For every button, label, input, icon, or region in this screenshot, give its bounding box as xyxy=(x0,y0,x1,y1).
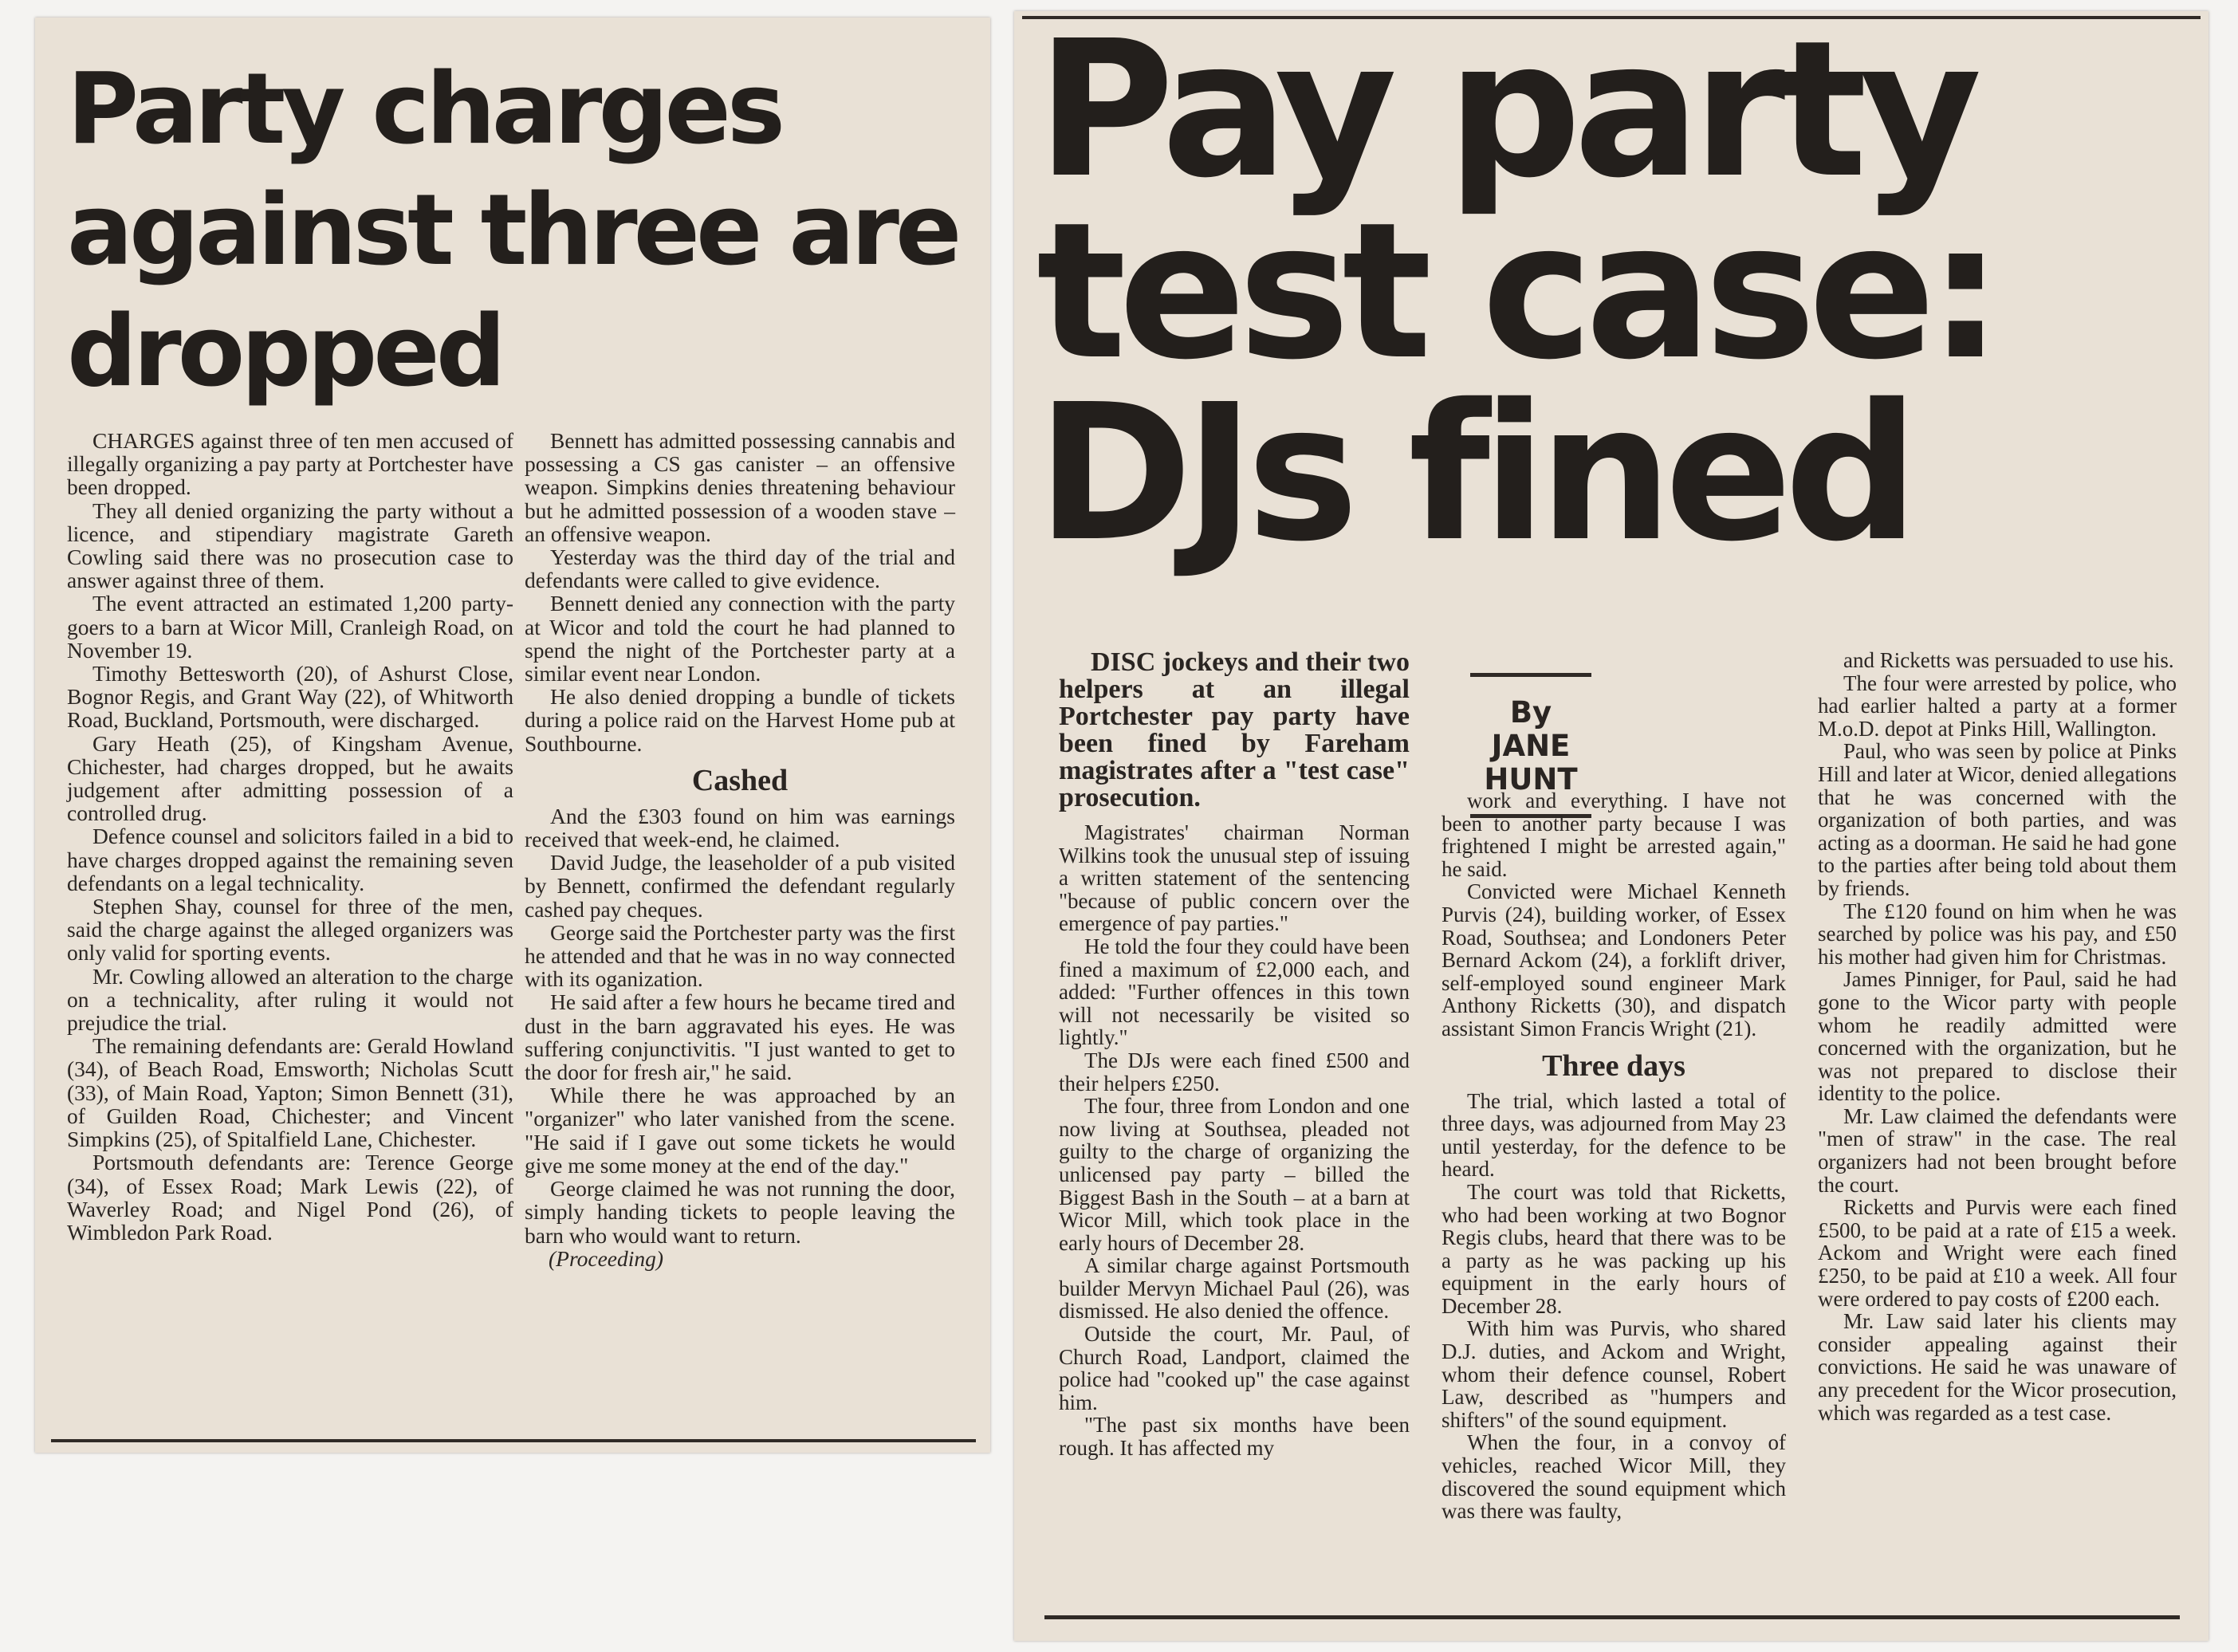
right-headline-line-2: test case: xyxy=(1036,182,1996,401)
left-article-clipping xyxy=(35,18,990,1453)
right-article-column-2 xyxy=(1442,789,1786,1523)
paragraph: He told the four they could have been fined a maximum of £2,000 each, and added: "Further offences in this town will not necessarily be visited so lightly." xyxy=(1059,934,1410,1050)
paragraph: The four were arrested by police, who had earlier halted a party at a former M.o.D. depot at Pinks Hill, Wallington. xyxy=(1818,671,2177,741)
byline-rule-top xyxy=(1470,673,1591,677)
paragraph: Defence counsel and solicitors failed in a bid to have charges dropped against the remaining seven defendants on a legal technicality. xyxy=(67,824,513,895)
right-headline xyxy=(1036,11,2201,583)
right-intro-paragraph: DISC jockeys and their two helpers at an illegal Portchester pay party have been fined by Fareham magistrates after a "test case" prosecution. xyxy=(1059,647,1410,812)
left-article-column-1 xyxy=(67,429,513,1244)
left-headline: Party charges against three are dropped xyxy=(67,53,958,409)
paragraph: George claimed he was not running the door, simply handing tickets to people leaving the barn who would want to return. xyxy=(525,1176,955,1248)
paragraph: Bennett denied any connection with the party at Wicor and told the court he had planned to spend the night of the Portchester party at a similar event near London. xyxy=(525,591,955,686)
paragraph: The trial, which lasted a total of three days, was adjourned from May 23 until yesterday, for the defence to be heard. xyxy=(1442,1088,1786,1182)
paragraph: Timothy Bettesworth (20), of Ashurst Close, Bognor Regis, and Grant Way (22), of Whitworth Road, Buckland, Portsmouth, were discharged. xyxy=(67,661,513,733)
paragraph: Yesterday was the third day of the trial and defendants were called to give evidence. xyxy=(525,545,955,593)
paragraph: Portsmouth defendants are: Terence George (34), of Essex Road; Mark Lewis (22), of Waverley Road; and Nigel Pond (26), of Wimbledon Park Road. xyxy=(67,1150,513,1245)
right-article-clipping xyxy=(1014,11,2209,1641)
left-col2-text-b xyxy=(525,804,955,1247)
paragraph: The DJs were each fined £500 and their helpers £250. xyxy=(1059,1048,1410,1095)
left-article-column-2 xyxy=(525,429,955,1270)
paragraph: He also denied dropping a bundle of tickets during a police raid on the Harvest Home pub at Southbourne. xyxy=(525,684,955,756)
paragraph: A similar charge against Portsmouth builder Mervyn Michael Paul (26), was dismissed. He also denied the offence. xyxy=(1059,1253,1410,1324)
paragraph: "The past six months have been rough. It has affected my xyxy=(1059,1413,1410,1461)
left-subhead-cashed: Cashed xyxy=(691,763,789,797)
paragraph: Outside the court, Mr. Paul, of Church Road, Landport, claimed the police had "cooked up" the case against him. xyxy=(1059,1322,1410,1414)
paragraph: David Judge, the leaseholder of a pub visited by Bennett, confirmed the defendant regularly cashed pay cheques. xyxy=(525,850,955,922)
paragraph: Mr. Law said later his clients may consider appealing against their convictions. He said he was unaware of any precedent for the Wicor prosecution, which was regarded as a test case. xyxy=(1818,1309,2177,1425)
right-article-column-1 xyxy=(1059,821,1410,1460)
byline-name-line-1: By JANE xyxy=(1491,695,1571,763)
paragraph: He said after a few hours he became tired and dust in the barn aggravated his eyes. He was suffering conjunctivitis. "I just wanted to get to the door for fresh air," he said. xyxy=(525,989,955,1085)
left-bottom-rule xyxy=(51,1439,976,1442)
paragraph: The £120 found on him when he was searched by police was his pay, and £50 his mother had given him for Christmas. xyxy=(1818,899,2177,969)
paragraph: George said the Portchester party was the first he attended and that he was in no way connected with its oganization. xyxy=(525,919,955,992)
paragraph: James Pinniger, for Paul, said he had gone to the Wicor party with people whom he readily admitted were concerned with the organization, but he was not prepared to disclose their identity to the police. xyxy=(1818,967,2177,1106)
paragraph: work and everything. I have not been to another party because I was frightened I might be arrested again," he said. xyxy=(1442,789,1786,881)
paragraph: And the £303 found on him was earnings received that week-end, he claimed. xyxy=(525,803,955,852)
byline-name-line-2: HUNT xyxy=(1484,762,1578,796)
paragraph: Magistrates' chairman Norman Wilkins took the unusual step of issuing a written statement of the sentencing "because of public concern over the emergence of pay parties." xyxy=(1059,820,1410,936)
right-bottom-rule xyxy=(1044,1615,2180,1619)
paragraph: Gary Heath (25), of Kingsham Avenue, Chichester, had charges dropped, but he awaits judgement after admitting possession of a controlled drug. xyxy=(67,730,513,826)
paragraph: and Ricketts was persuaded to use his. xyxy=(1843,648,2174,672)
paragraph: Stephen Shay, counsel for three of the men, said the charge against the alleged organizers was only valid for sporting events. xyxy=(67,894,513,966)
paragraph: Mr. Law claimed the defendants were "men of straw" in the case. The real organizers had not been brought before the court. xyxy=(1818,1103,2177,1197)
paragraph: The four, three from London and one now living at Southsea, pleaded not guilty to the charge of organizing the unlicensed pay party – billed the Biggest Bash in the South – at a barn at Wicor Mill, which took place in the early hours of December 28. xyxy=(1059,1094,1410,1255)
paragraph: When the four, in a convoy of vehicles, reached Wicor Mill, they discovered the sound equipment which was there was faulty, xyxy=(1442,1430,1786,1524)
paragraph: They all denied organizing the party without a licence, and stipendiary magistrate Gareth Cowling said there was no prosecution case to answer against three of them. xyxy=(67,498,513,593)
right-headline-line-1: Pay party xyxy=(1036,11,1974,219)
right-headline-line-3: DJs fined xyxy=(1036,364,1911,583)
right-col2-text-a xyxy=(1442,789,1786,1040)
left-col2-text-a xyxy=(525,429,955,755)
right-article-column-3 xyxy=(1818,649,2177,1424)
right-subhead-three-days: Three days xyxy=(1542,1048,1685,1083)
paragraph: Mr. Cowling allowed an alteration to the charge on a technicality, after ruling it would not prejudice the trial. xyxy=(67,963,513,1036)
paragraph: Paul, who was seen by police at Pinks Hill and later at Wicor, denied allegations that he was concerned with the organization of both parties, and was acting as a doorman. He said he had gone to the parties after being told about them by friends. xyxy=(1818,739,2177,900)
paragraph: Ricketts and Purvis were each fined £500, to be paid at a rate of £15 a week. Ackom and Wright were each fined £250, to be paid at £10 a week. All four were ordered to pay costs of £200 each. xyxy=(1818,1195,2177,1311)
left-trailer: (Proceeding) xyxy=(549,1245,664,1271)
paragraph: While there he was approached by an "organizer" who later vanished from the scene. "He said if I gave out some tickets he would give me some money at the end of the day." xyxy=(525,1083,955,1178)
paragraph: Bennett has admitted possessing cannabis and possessing a CS gas canister – an offensive weapon. Simpkins denies threatening behaviour but he admitted possession of a wooden stave – an offensive weapon. xyxy=(525,428,955,546)
paragraph: Convicted were Michael Kenneth Purvis (24), building worker, of Essex Road, Southsea; and Londoners Peter Bernard Ackom (24), a forklift driver, self-employed sound engineer Mark Anthony Ricketts (30), and dispatch assistant Simon Francis Wright (21). xyxy=(1442,879,1786,1040)
right-col2-text-b xyxy=(1442,1090,1786,1523)
paragraph: The court was told that Ricketts, who had been working at two Bognor Regis clubs, heard that there was to be a party as he was packing up his equipment in the early hours of December 28. xyxy=(1442,1179,1786,1318)
paragraph: The event attracted an estimated 1,200 party-goers to a barn at Wicor Mill, Cranleigh Road, on November 19. xyxy=(67,591,513,663)
paragraph: CHARGES against three of ten men accused of illegally organizing a pay party at Portchester have been dropped. xyxy=(67,428,513,500)
paragraph: With him was Purvis, who shared D.J. duties, and Ackom and Wright, whom their defence counsel, Robert Law, described as "humpers and shifters" of the sound equipment. xyxy=(1442,1316,1786,1432)
paragraph: The remaining defendants are: Gerald Howland (34), of Beach Road, Emsworth; Nicholas Scutt (33), of Main Road, Yapton; Simon Bennett (31), of Guilden Road, Chichester; and Vincent Simpkins (25), of Spitalfield Lane, Chichester. xyxy=(67,1033,513,1152)
